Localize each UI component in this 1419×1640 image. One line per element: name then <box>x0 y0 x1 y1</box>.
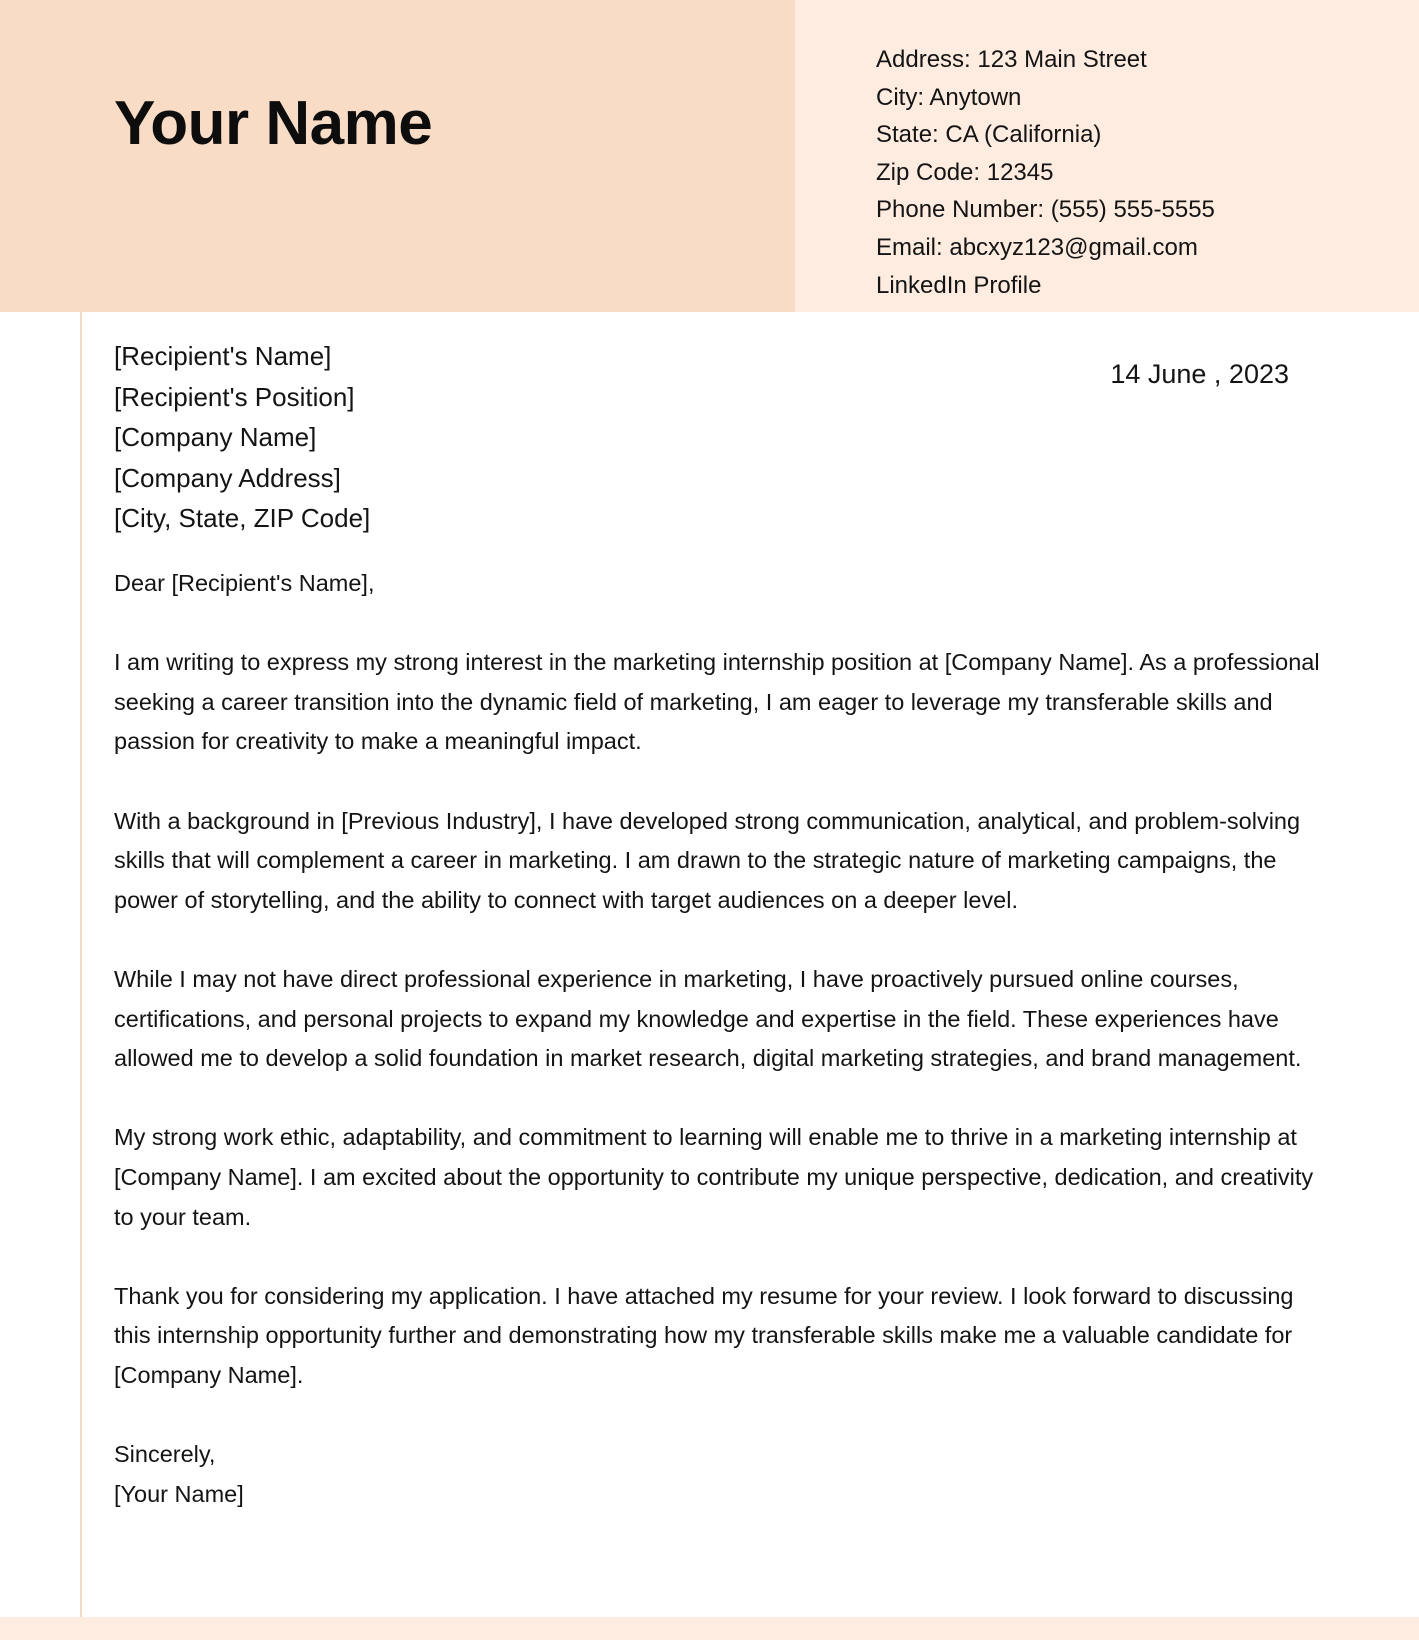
recipient-address: [Company Address] <box>114 462 341 493</box>
paragraph-background: With a background in [Previous Industry], I have developed strong communication, analytical, and problem-solving skills that will complement a career in marketing. I am drawn to the strategic nature of marketing campaigns, the power of storytelling, and the ability to connect with target audiences on a deeper level. <box>114 807 1301 913</box>
contact-address: Address: 123 Main Street <box>876 46 1147 73</box>
applicant-name: Your Name <box>114 89 433 158</box>
signature-name: [Your Name] <box>114 1480 244 1507</box>
contact-linkedin: LinkedIn Profile <box>876 271 1042 299</box>
recipient-name: [Recipient's Name] <box>114 341 332 371</box>
contact-zip: Zip Code: 12345 <box>876 158 1054 186</box>
footer-band <box>0 1617 1419 1640</box>
contact-info <box>876 41 1215 304</box>
letter-body <box>114 564 1329 1514</box>
recipient-city-state-zip: [City, State, ZIP Code] <box>114 503 371 533</box>
letter-date: 14 June , 2023 <box>1110 359 1289 389</box>
contact-email: Email: abcxyz123@gmail.com <box>876 233 1198 261</box>
paragraph-experience: While I may not have direct professional experience in marketing, I have proactively pursued online courses, certifications, and personal projects to expand my knowledge and expertise in the field. These experiences have allowed me to develop a solid foundation in market research, digital marketing strategies, and brand management. <box>114 965 1302 1072</box>
closing-phrase: Sincerely, <box>114 1441 216 1468</box>
contact-city: City: Anytown <box>876 83 1022 111</box>
paragraph-thank-you: Thank you for considering my application. I have attached my resume for your review. I look forward to discussing this internship opportunity further and demonstrating how my transferable skills make me a valuable candidate for [Company Name]. <box>114 1282 1294 1388</box>
recipient-block <box>114 336 370 539</box>
left-accent-rule <box>80 312 82 1617</box>
closing-block <box>114 1435 1329 1514</box>
salutation: Dear [Recipient's Name], <box>114 570 375 596</box>
recipient-position: [Recipient's Position] <box>114 381 355 412</box>
contact-phone: Phone Number: (555) 555-5555 <box>876 196 1215 224</box>
contact-state: State: CA (California) <box>876 121 1102 149</box>
recipient-company: [Company Name] <box>114 422 317 452</box>
paragraph-work-ethic: My strong work ethic, adaptability, and commitment to learning will enable me to thrive in a marketing internship at [Company Name]. I am excited about the opportunity to contribute my unique perspective, dedication, and creativity to your team. <box>114 1124 1314 1230</box>
paragraph-intro: I am writing to express my strong interest in the marketing internship position at [Company Name]. As a professional seeking a career transition into the dynamic field of marketing, I am eager to leverage my transferable skills and passion for creativity to make a meaningful impact. <box>114 649 1320 755</box>
